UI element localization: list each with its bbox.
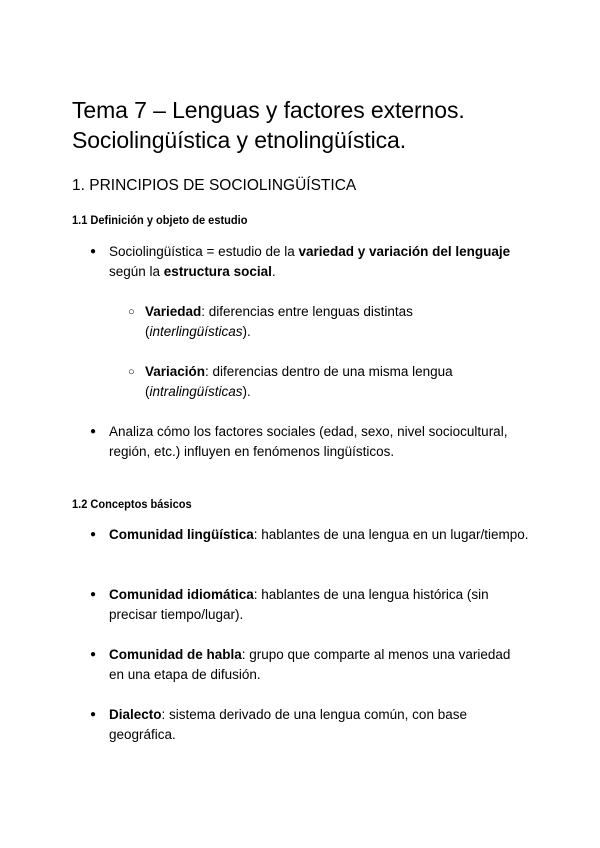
bullet-marker: ● xyxy=(90,709,97,720)
bullet-marker: ● xyxy=(90,589,97,600)
bullet-marker: ● xyxy=(90,426,97,437)
item-text: : diferencias entre lenguas distintas ( xyxy=(145,304,413,339)
title-line-2: Sociolingüística y etnolingüística. xyxy=(72,127,407,153)
item-bold-text: Dialecto xyxy=(109,707,162,722)
title-line-1: Tema 7 – Lenguas y factores externos. xyxy=(72,97,465,123)
list-item xyxy=(90,645,529,685)
item-text: según la xyxy=(109,264,164,279)
item-text: : hablantes de una lengua histórica (sin precisar tiempo/lugar). xyxy=(109,587,489,622)
subsection-heading-concepts: 1.2 Conceptos básicos xyxy=(72,497,192,511)
bullet-marker: ● xyxy=(90,649,97,660)
item-text: ). xyxy=(242,324,251,339)
item-bold-text: Variedad xyxy=(145,304,202,319)
item-bold-text: Comunidad lingüística xyxy=(109,527,254,542)
item-text: ). xyxy=(242,384,251,399)
list-item xyxy=(90,525,529,545)
item-bold-text: Comunidad idiomática xyxy=(109,587,254,602)
bullet-marker: ● xyxy=(90,529,97,540)
item-text: : diferencias dentro de una misma lengua ( xyxy=(145,364,453,399)
item-text: : hablantes de una lengua en un lugar/tiempo. xyxy=(253,527,529,542)
list-item xyxy=(90,242,529,282)
item-bold-text: estructura social xyxy=(163,264,272,279)
item-bold-text: Comunidad de habla xyxy=(109,647,242,662)
item-text: . xyxy=(271,264,276,279)
item-text: Analiza cómo los factores sociales (edad, sexo, nivel sociocultural, región, etc.) influyen en fenómenos lingüísticos. xyxy=(109,424,508,459)
item-italic-text: interlingüísticas xyxy=(149,324,243,339)
item-bold-text: Variación xyxy=(145,364,206,379)
item-text: : sistema derivado de una lengua común, con base geográfica. xyxy=(109,707,467,742)
document-title xyxy=(72,95,542,155)
sub-list-item xyxy=(128,362,515,402)
item-italic-text: intralingüísticas xyxy=(149,384,243,399)
item-bold-text: variedad y variación del lenguaje xyxy=(298,244,511,259)
sub-list-item xyxy=(128,302,515,342)
section-heading: 1. PRINCIPIOS DE SOCIOLINGÜÍSTICA xyxy=(72,177,357,194)
subsection-heading-definition: 1.1 Definición y objeto de estudio xyxy=(72,213,248,227)
bullet-marker: ● xyxy=(90,246,97,257)
item-text: : grupo que comparte al menos una variedad en una etapa de difusión. xyxy=(109,647,511,682)
list-item xyxy=(90,422,529,462)
list-item xyxy=(90,585,529,625)
bullet-marker: ○ xyxy=(128,366,135,378)
bullet-marker: ○ xyxy=(128,306,135,318)
list-item xyxy=(90,705,529,745)
item-text: Sociolingüística = estudio de la xyxy=(109,244,299,259)
